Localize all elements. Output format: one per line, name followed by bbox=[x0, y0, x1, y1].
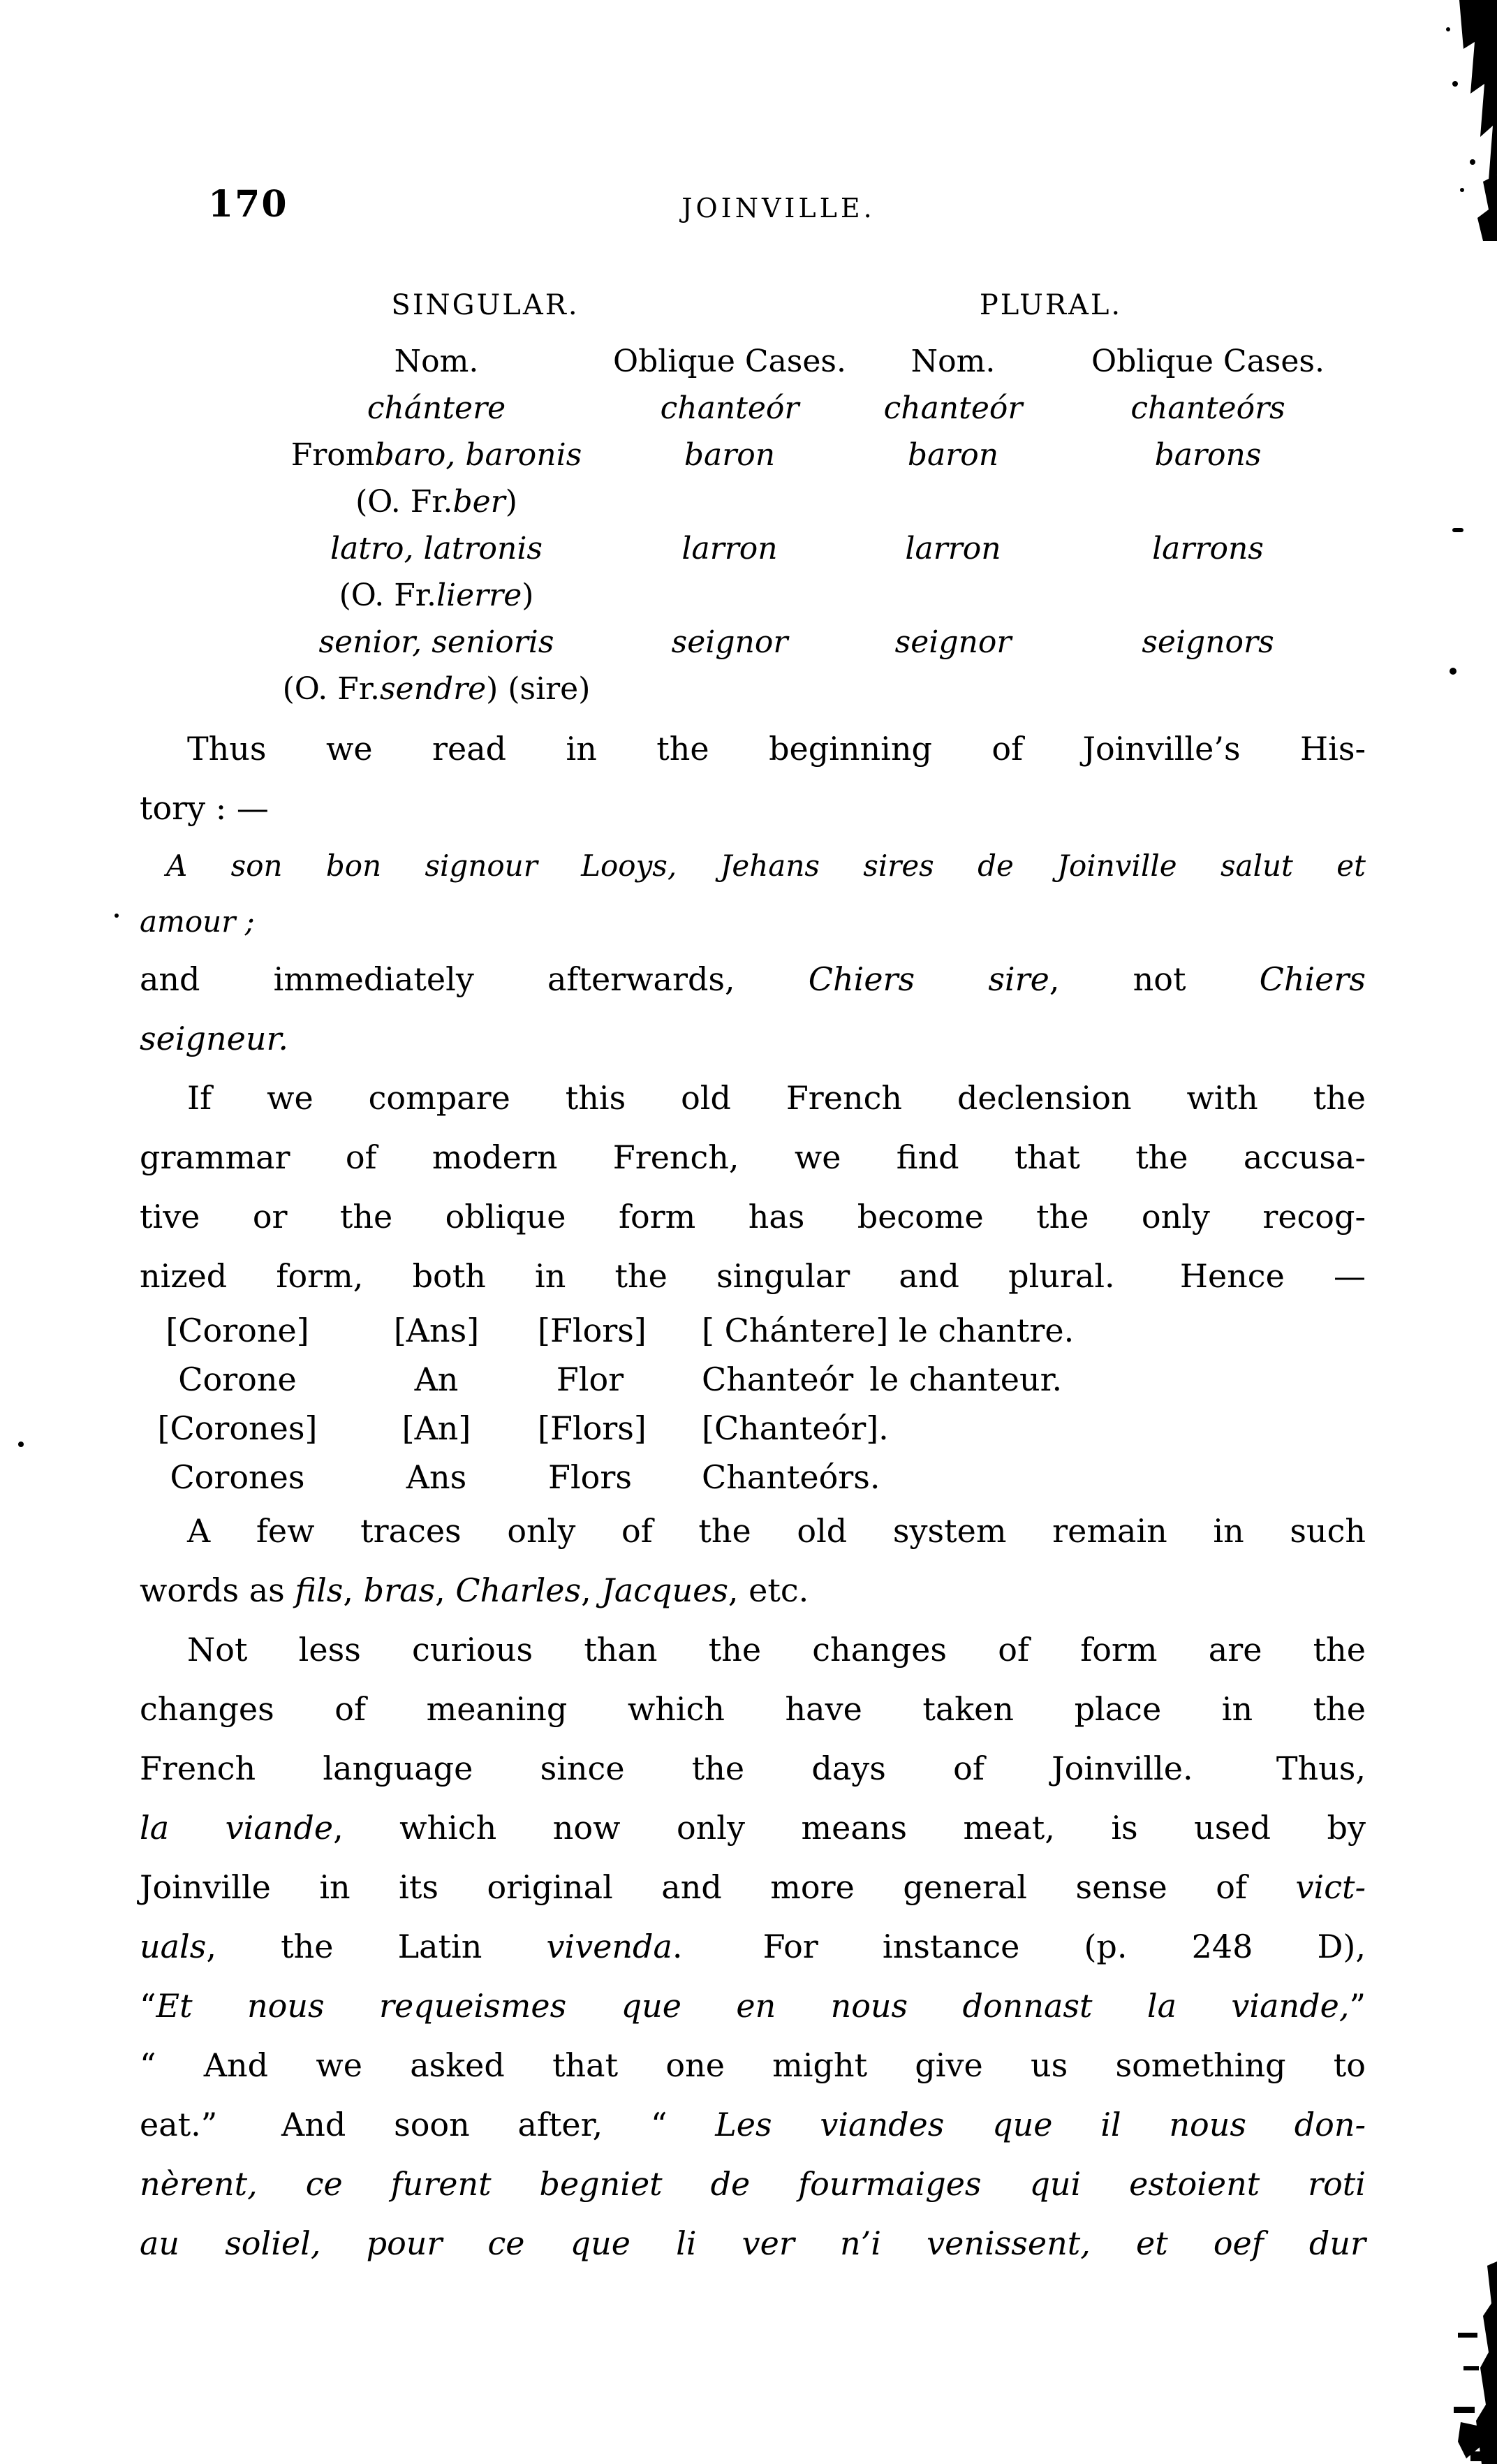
plural-header: PLURAL. bbox=[979, 289, 1123, 321]
table-cell: [An] bbox=[401, 1409, 471, 1447]
table-cell: chántere bbox=[367, 390, 506, 426]
scan-speck bbox=[18, 1442, 24, 1447]
table-cell: chanteór bbox=[883, 390, 1023, 426]
table-cell: Chanteór le chanteur. bbox=[702, 1361, 1063, 1398]
text-line: amour ; bbox=[140, 904, 255, 939]
table-cell: Corones bbox=[170, 1458, 305, 1496]
text-line: words as fils, bras, Charles, Jacques, etc. bbox=[140, 1571, 809, 1609]
text-line: nèrent, ce furent begniet de fourmaiges qui estoient roti bbox=[140, 2165, 1366, 2203]
table-cell: (O. Fr. ber ) bbox=[355, 484, 517, 520]
table-cell bbox=[1068, 666, 1348, 712]
table-cell: Flor bbox=[556, 1361, 624, 1398]
text-line: If we compare this old French declension with the bbox=[187, 1079, 1366, 1117]
singular-header: SINGULAR. bbox=[391, 289, 580, 321]
table-cell: Corone bbox=[178, 1361, 297, 1398]
scan-speck bbox=[115, 914, 119, 918]
table-cell: senior, senioris bbox=[318, 624, 554, 660]
text-line: nized form, both in the singular and plural. Hence — bbox=[140, 1257, 1366, 1295]
text-line: uals, the Latin vivenda. For instance (p. 248 D), bbox=[140, 1928, 1366, 1965]
table-cell: [Chanteór]. bbox=[702, 1409, 889, 1447]
table-cell: chanteór bbox=[660, 390, 799, 426]
table-cell bbox=[621, 572, 838, 619]
text-line: “Et nous requeismes que en nous donnast la viande,” bbox=[140, 1987, 1366, 2025]
table-cell: barons bbox=[1154, 437, 1262, 473]
paragraph-thus-we-read bbox=[140, 719, 1366, 838]
text-line: au soliel, pour ce que li ver n’i venissent, et oef dur bbox=[140, 2224, 1366, 2262]
text-line: French language since the days of Joinville. Thus, bbox=[140, 1750, 1366, 1787]
scan-speck bbox=[1452, 528, 1463, 532]
table-cell: [Corones] bbox=[157, 1409, 318, 1447]
table-cell: seignors bbox=[1142, 624, 1274, 660]
table-cell bbox=[838, 478, 1068, 525]
scan-artifact-bottom-right bbox=[1452, 2261, 1497, 2464]
table-cell: (O. Fr. sendre ) (sire) bbox=[282, 671, 591, 707]
text-line: tive or the oblique form has become the only recog- bbox=[140, 1198, 1366, 1235]
column-header: Oblique Cases. bbox=[1091, 344, 1325, 379]
table-cell bbox=[621, 666, 838, 712]
table-cell: larron bbox=[681, 531, 778, 566]
table-cell: [ Chántere] le chantre. bbox=[702, 1312, 1075, 1349]
column-header: Nom. bbox=[910, 344, 996, 379]
text-line: grammar of modern French, we find that the accusa- bbox=[140, 1138, 1366, 1176]
text-line: and immediately afterwards, Chiers sire, not Chiers bbox=[140, 960, 1366, 998]
block-quote-joinville-salutation bbox=[140, 838, 1366, 950]
table-cell bbox=[838, 666, 1068, 712]
text-line: la viande, which now only means meat, is used by bbox=[140, 1809, 1366, 1847]
table-cell: From baro, baronis bbox=[290, 437, 582, 473]
table-cell: chanteórs bbox=[1130, 390, 1285, 426]
table-cell: larrons bbox=[1152, 531, 1264, 566]
table-cell: [Flors] bbox=[538, 1312, 647, 1349]
text-line: seigneur. bbox=[140, 1020, 289, 1057]
column-header: Oblique Cases. bbox=[613, 344, 846, 379]
text-line: Joinville in its original and more general sense of vict- bbox=[140, 1868, 1366, 1906]
declension-grid bbox=[251, 338, 1348, 712]
main-text bbox=[140, 719, 1366, 2273]
table-cell: [Corone] bbox=[165, 1312, 309, 1349]
text-line: changes of meaning which have taken place in the bbox=[140, 1690, 1366, 1728]
scan-artifact-top-right bbox=[1434, 0, 1497, 241]
paragraph-few-traces bbox=[140, 1502, 1366, 1620]
hence-comparison-table bbox=[140, 1306, 1366, 1502]
text-line: A son bon signour Looys, Jehans sires de Joinville salut et bbox=[166, 849, 1366, 883]
paragraph-if-we-compare bbox=[140, 1069, 1366, 1306]
paragraph-immediately-afterwards bbox=[140, 950, 1366, 1069]
table-cell: Flors bbox=[548, 1458, 632, 1496]
text-line: tory : — bbox=[140, 789, 269, 827]
column-header: Nom. bbox=[394, 344, 479, 379]
text-line: “ And we asked that one might give us something to bbox=[140, 2046, 1366, 2084]
table-cell bbox=[1068, 572, 1348, 619]
paragraph-not-less-curious bbox=[140, 1620, 1366, 2273]
table-cell: seignor bbox=[894, 624, 1012, 660]
table-cell: [Flors] bbox=[538, 1409, 647, 1447]
text-line: eat.” And soon after, “ Les viandes que il nous don- bbox=[140, 2106, 1366, 2143]
table-cell: baron bbox=[684, 437, 776, 473]
table-cell: seignor bbox=[671, 624, 788, 660]
table-cell: larron bbox=[905, 531, 1001, 566]
table-cell bbox=[621, 478, 838, 525]
table-cell: [Ans] bbox=[393, 1312, 480, 1349]
page-number: 170 bbox=[208, 183, 288, 226]
text-line: Not less curious than the changes of form are the bbox=[187, 1631, 1366, 1669]
table-cell: baron bbox=[907, 437, 999, 473]
text-line: Thus we read in the beginning of Joinville’s His- bbox=[187, 730, 1366, 768]
table-cell: (O. Fr. lierre ) bbox=[339, 578, 534, 613]
table-cell bbox=[1068, 478, 1348, 525]
table-cell bbox=[838, 572, 1068, 619]
scan-speck bbox=[1450, 668, 1457, 675]
table-cell: latro, latronis bbox=[330, 531, 543, 566]
table-cell: Chanteórs. bbox=[702, 1458, 880, 1496]
table-cell: An bbox=[414, 1361, 459, 1398]
table-cell: Ans bbox=[406, 1458, 467, 1496]
text-line: A few traces only of the old system remain in such bbox=[187, 1512, 1366, 1550]
running-title: JOINVILLE. bbox=[681, 193, 876, 223]
